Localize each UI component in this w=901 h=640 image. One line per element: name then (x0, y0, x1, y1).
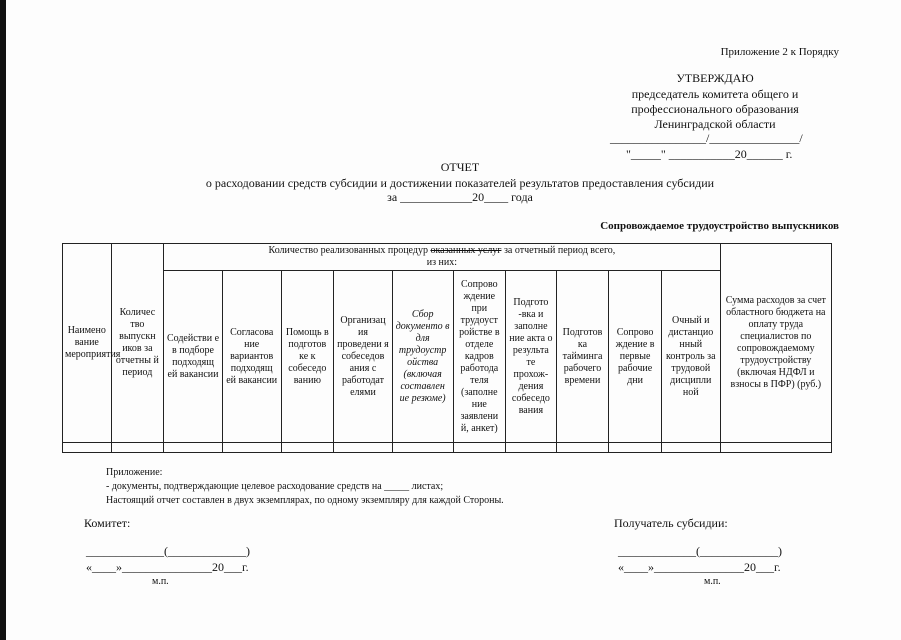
report-period: за ____________20____ года (387, 190, 533, 204)
recipient-label: Получатель субсидии: (614, 516, 728, 530)
committee-signature-line: _____________(_____________) (86, 544, 250, 558)
approval-line-2: профессионального образования (631, 102, 799, 116)
col-header-name: Наимено вание мероприятия (63, 244, 112, 443)
col-header-graduates: Количес тво выпускн иков за отчетны й период (111, 244, 164, 443)
col-header-vacancy-agreement: Согласова ние вариантов подходящ ей вакансии (222, 271, 281, 443)
group-header-part2: за отчетный период всего, (501, 245, 616, 256)
table-cell (111, 443, 164, 453)
group-header-strike: оказанных услуг (430, 245, 502, 256)
table-cell (609, 443, 662, 453)
recipient-date-line: «____»_______________20___г. (618, 560, 781, 574)
table-cell (222, 443, 281, 453)
col-header-interview-act: Подгото -вка и заполне ние акта о результа те прохож- дения собеседо вания (506, 271, 557, 443)
approval-line-3: Ленинградской области (654, 117, 776, 131)
appendix-label: Приложение 2 к Порядку (720, 46, 839, 58)
appendix-title: Приложение: (106, 467, 163, 478)
col-header-documents: Сбор документо в для трудоустр ойства (включая составлен ие резюме) (392, 271, 453, 443)
table-cell (506, 443, 557, 453)
col-header-discipline-control: Очный и дистанцио нный контроль за трудовой дисципли ной (661, 271, 720, 443)
recipient-stamp: м.п. (704, 576, 721, 587)
table-cell (164, 443, 223, 453)
recipient-signature-line: _____________(_____________) (618, 544, 782, 558)
col-header-first-days: Сопрово ждение в первые рабочие дни (609, 271, 662, 443)
approval-date-line: "_____" ___________20______ г. (626, 147, 793, 161)
table-header-row-2 (63, 271, 832, 443)
report-subtitle: о расходовании средств субсидии и достижении показателей результатов предоставления субсидии (205, 176, 715, 190)
report-table (62, 243, 832, 453)
table-cell (720, 443, 831, 453)
col-header-interview-organization: Организац ия проведени я собеседов ания с работодат елями (334, 271, 393, 443)
appendix-line-2: Настоящий отчет составлен в двух экземплярах, по одному экземпляру для каждой Стороны. (106, 495, 504, 506)
table-row (63, 443, 832, 453)
appendix-line-1: - документы, подтверждающие целевое расходование средств на _____ листах; (106, 481, 444, 492)
table-cell (281, 443, 334, 453)
approval-line-1: председатель комитета общего и (631, 87, 799, 101)
section-title: Сопровождаемое трудоустройство выпускников (600, 220, 839, 232)
committee-label: Комитет: (84, 516, 131, 530)
table-cell (334, 443, 393, 453)
committee-date-line: «____»_______________20___г. (86, 560, 249, 574)
group-header-line2: из них: (426, 257, 458, 268)
approval-title: УТВЕРЖДАЮ (676, 71, 754, 85)
table-header-row-1 (63, 244, 832, 271)
report-title: ОТЧЕТ (440, 160, 480, 174)
scan-edge-bar (0, 0, 6, 640)
col-header-hr-support: Сопрово ждение при трудоуст ройстве в отделе кадров работода теля (заполне ние заявлени й, анкет) (453, 271, 506, 443)
col-header-interview-prep: Помощь в подготов ке к собеседо ванию (281, 271, 334, 443)
col-header-sum: Сумма расходов за счет областного бюджета на оплату труда специалистов по сопровождаемому трудоустройству (включая НДФЛ и взносы в ПФР) (руб.) (720, 244, 831, 443)
table-cell (392, 443, 453, 453)
table-cell (453, 443, 506, 453)
committee-stamp: м.п. (152, 576, 169, 587)
col-header-vacancy-search: Содействи е в подборе подходящ ей вакансии (164, 271, 223, 443)
table-cell (63, 443, 112, 453)
col-header-procedures-group (164, 244, 720, 271)
group-header-part1: Количество реализованных процедур (268, 245, 431, 256)
table-cell (661, 443, 720, 453)
approval-signature-line: ________________/_______________/ (610, 131, 803, 145)
table-cell (556, 443, 609, 453)
col-header-timing: Подготов ка тайминга рабочего времени (556, 271, 609, 443)
